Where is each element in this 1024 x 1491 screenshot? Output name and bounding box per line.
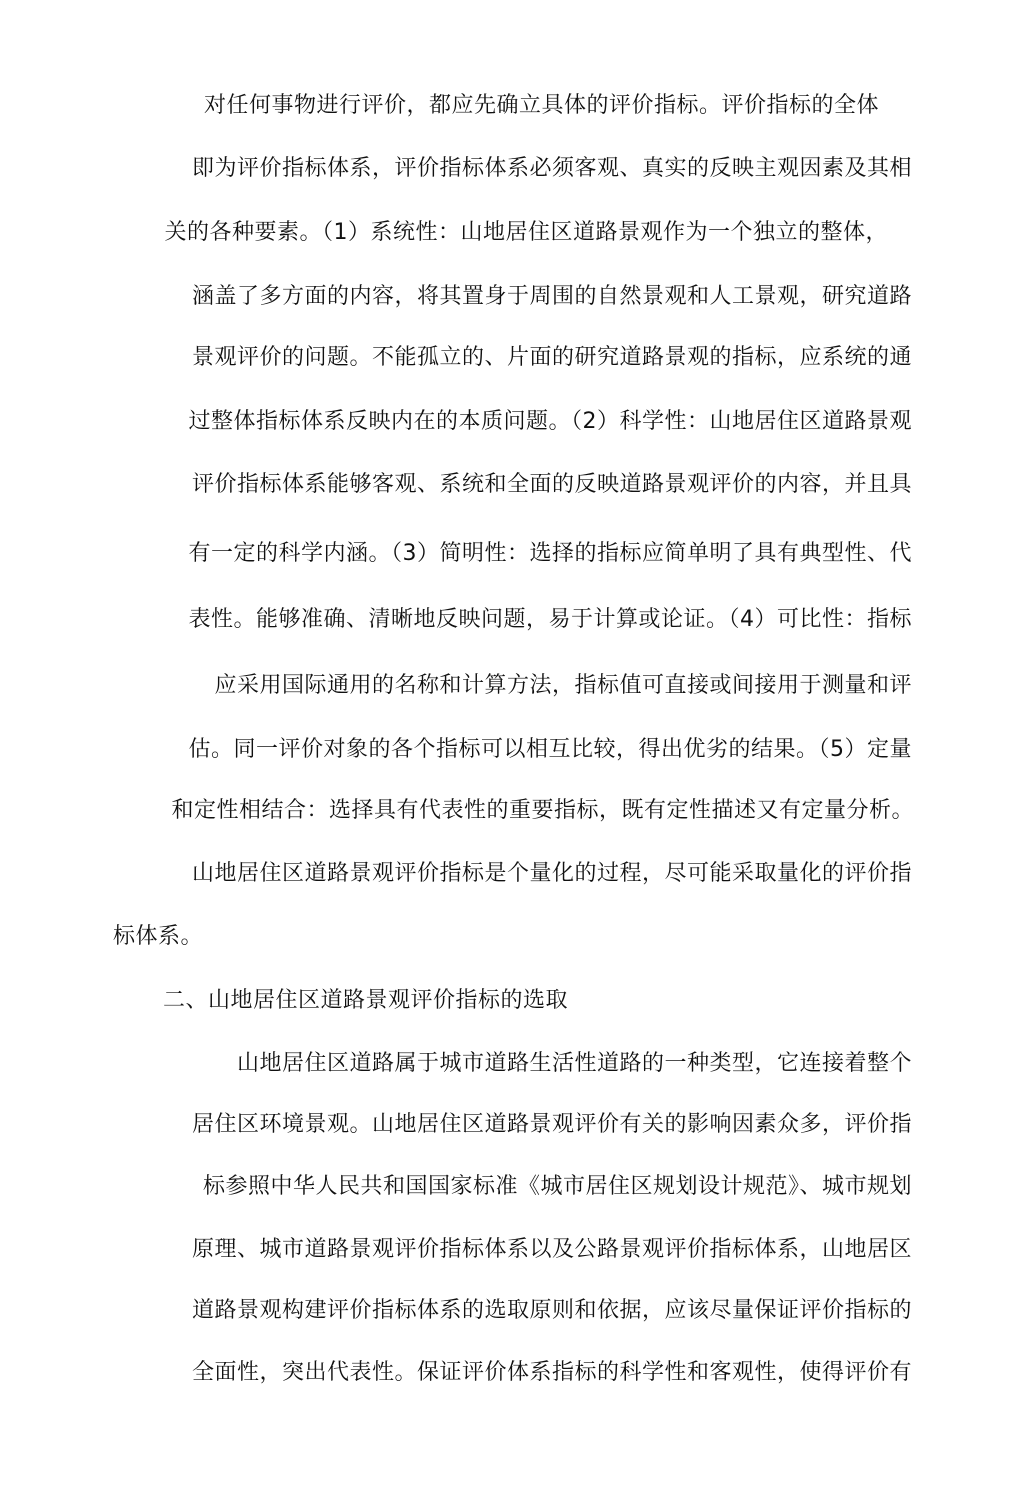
text-line: 标参照中华人民共和国国家标准《城市居住区规划设计规范》、城市规划 [202, 1174, 912, 1199]
text-line: 过整体指标体系反映内在的本质问题。（2）科学性：山地居住区道路景观 [188, 409, 912, 434]
text-line: 估。同一评价对象的各个指标可以相互比较，得出优劣的结果。（5）定量 [188, 737, 912, 762]
section-heading: 二、山地居住区道路景观评价指标的选取 [163, 988, 569, 1013]
text-line: 景观评价的问题。不能孤立的、片面的研究道路景观的指标，应系统的通 [191, 345, 912, 370]
text-line: 山地居住区道路属于城市道路生活性道路的一种类型，它连接着整个 [236, 1051, 912, 1076]
text-line: 对任何事物进行评价，都应先确立具体的评价指标。评价指标的全体 [203, 93, 879, 118]
text-line: 涵盖了多方面的内容，将其置身于周围的自然景观和人工景观，研究道路 [191, 284, 912, 309]
text-line: 即为评价指标体系，评价指标体系必须客观、真实的反映主观因素及其相 [191, 156, 912, 181]
text-line: 标体系。 [113, 924, 204, 949]
text-line: 和定性相结合：选择具有代表性的重要指标，既有定性描述又有定量分析。 [171, 798, 914, 823]
text-line: 原理、城市道路景观评价指标体系以及公路景观评价指标体系，山地居区 [191, 1237, 912, 1262]
text-line: 关的各种要素。（1）系统性：山地居住区道路景观作为一个独立的整体， [164, 220, 888, 245]
text-line: 应采用国际通用的名称和计算方法，指标值可直接或间接用于测量和评 [214, 673, 912, 698]
text-line: 道路景观构建评价指标体系的选取原则和依据，应该尽量保证评价指标的 [191, 1298, 912, 1323]
text-line: 表性。能够准确、清晰地反映问题，易于计算或论证。（4）可比性：指标 [188, 607, 912, 632]
text-line: 山地居住区道路景观评价指标是个量化的过程，尽可能采取量化的评价指 [191, 861, 912, 886]
text-line: 有一定的科学内涵。（3）简明性：选择的指标应简单明了具有典型性、代 [188, 541, 912, 566]
text-line: 居住区环境景观。山地居住区道路景观评价有关的影响因素众多，评价指 [191, 1112, 912, 1137]
text-line: 评价指标体系能够客观、系统和全面的反映道路景观评价的内容，并且具 [191, 472, 912, 497]
text-line: 全面性，突出代表性。保证评价体系指标的科学性和客观性，使得评价有 [191, 1360, 912, 1385]
